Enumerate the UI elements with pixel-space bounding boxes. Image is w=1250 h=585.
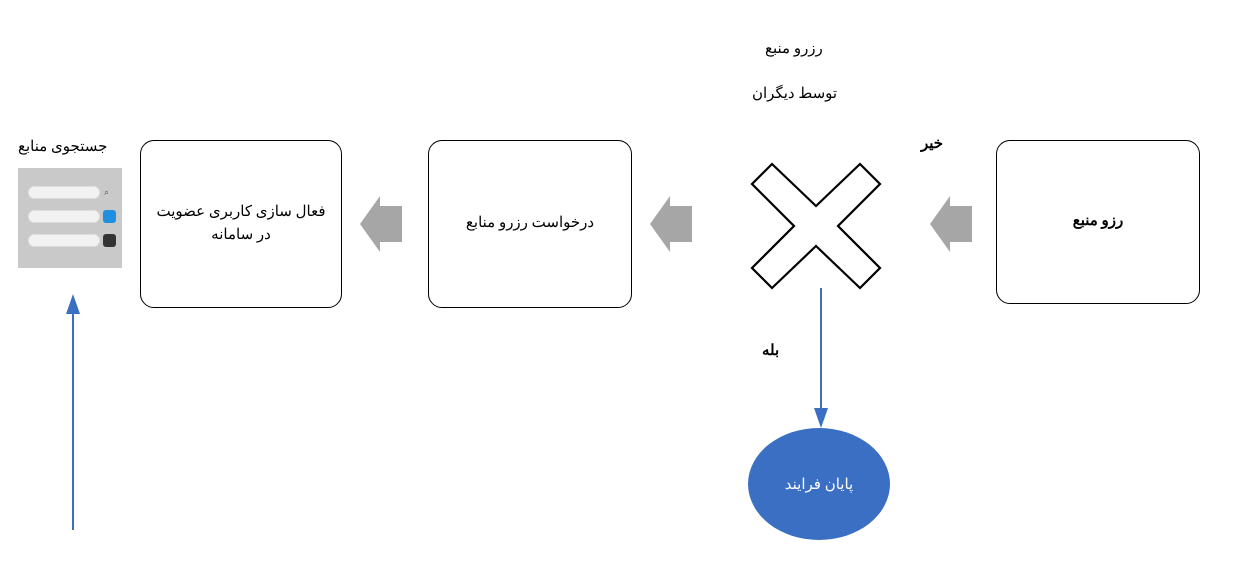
down-arrow-icon <box>806 288 836 430</box>
node-request-reserve-resources[interactable] <box>428 140 632 308</box>
arrow-to-search-panel <box>58 292 88 537</box>
node-end-of-process-label: پایان فرایند <box>784 476 854 493</box>
chevron-left-arrow-icon <box>650 196 692 252</box>
label-reserved-by-others-line1: رزرو منبع <box>765 41 823 57</box>
node-activate-membership[interactable] <box>140 140 342 308</box>
chevron-3 <box>930 196 972 252</box>
search-field-row-2[interactable] <box>28 210 100 223</box>
label-search-resources: جستجوی منابع <box>18 139 108 155</box>
filter-chip-2[interactable] <box>103 210 116 223</box>
node-reserve-resource[interactable] <box>996 140 1200 304</box>
search-field-row-3[interactable] <box>28 234 100 247</box>
cross-decision-icon <box>748 160 884 292</box>
chevron-1 <box>360 196 402 252</box>
label-reserved-by-others-line2: توسط دیگران <box>752 86 838 102</box>
node-decision-x[interactable] <box>748 160 884 292</box>
label-branch-yes: بله <box>762 343 780 359</box>
chevron-left-arrow-icon <box>930 196 972 252</box>
node-reserve-resource-label: رزو منبع <box>1072 213 1124 230</box>
chevron-left-arrow-icon <box>360 196 402 252</box>
node-request-reserve-resources-label: درخواست رزرو منابع <box>465 215 595 232</box>
search-field-row-1[interactable] <box>28 186 100 199</box>
chevron-2 <box>650 196 692 252</box>
search-resources-screenshot[interactable] <box>18 168 122 268</box>
up-arrow-icon <box>58 292 88 532</box>
node-end-of-process[interactable] <box>748 428 890 540</box>
node-activate-membership-label: فعال سازی کاربری عضویت در سامانه <box>156 203 326 243</box>
search-icon: ⌕ <box>104 187 110 197</box>
label-branch-no: خیر <box>921 136 944 152</box>
arrow-decision-to-end <box>806 288 836 435</box>
filter-chip-3[interactable] <box>103 234 116 247</box>
